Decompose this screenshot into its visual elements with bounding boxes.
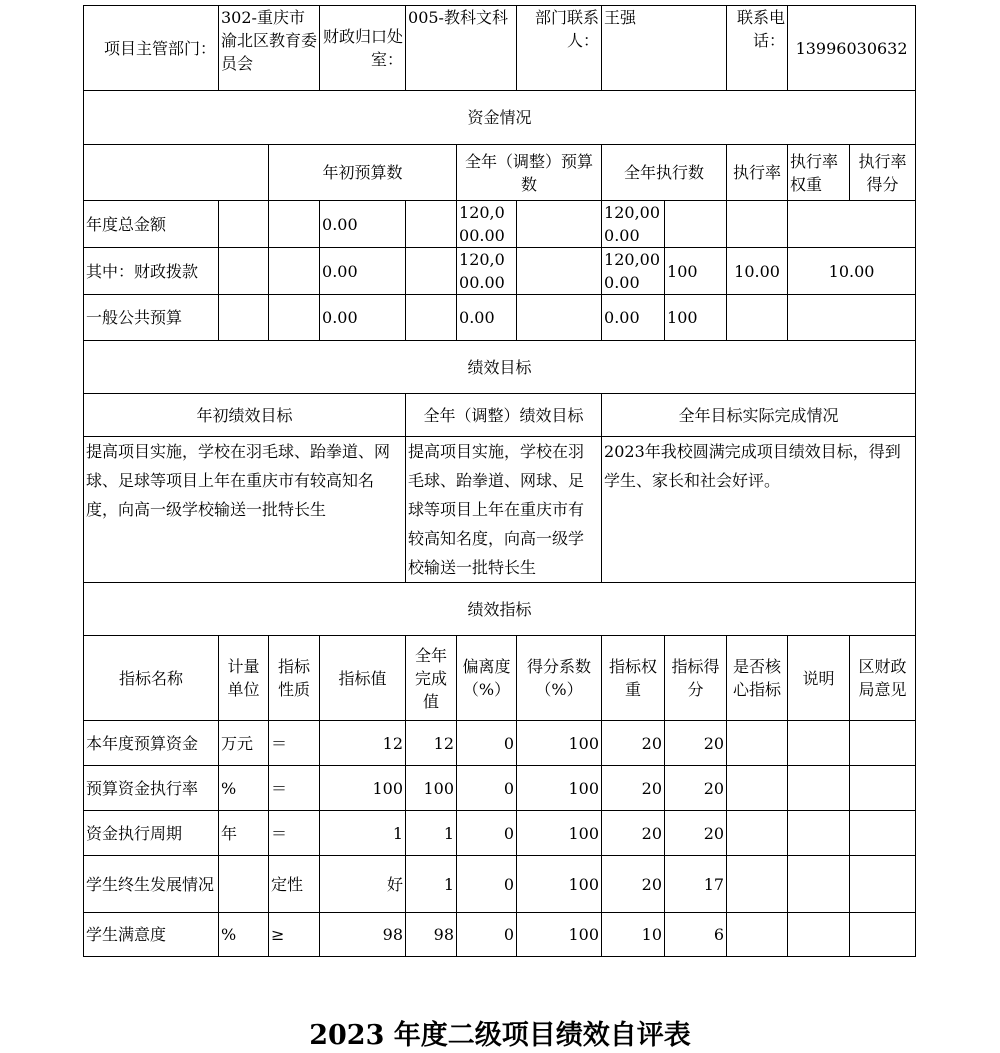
blank-cell — [850, 913, 916, 957]
blank-cell — [788, 913, 850, 957]
finance-label: 财政归口处室： — [320, 6, 406, 91]
funds-row-adjusted: 120,000.00 — [457, 248, 517, 295]
ind-col-deviation: 偏离度（%） — [457, 636, 517, 721]
funds-col-executed: 全年执行数 — [602, 145, 727, 201]
funds-row-weight: 10.00 — [727, 248, 788, 295]
funds-row-rate: 100 — [665, 295, 727, 341]
ind-name: 学生满意度 — [84, 913, 219, 957]
blank-cell — [219, 201, 269, 248]
ind-value: 12 — [320, 721, 406, 766]
ind-weight: 20 — [602, 721, 665, 766]
goals-adjusted-text: 提高项目实施，学校在羽毛球、跆拳道、网球、足球等项目上年在重庆市有较高知名度，向高一级学校输送一批特长生 — [406, 437, 602, 583]
funds-row-initial: 0.00 — [320, 248, 406, 295]
ind-done: 1 — [406, 811, 457, 856]
blank-cell — [727, 766, 788, 811]
ind-name: 资金执行周期 — [84, 811, 219, 856]
funds-row-initial: 0.00 — [320, 201, 406, 248]
document-title: 2023 年度二级项目绩效自评表 — [309, 1020, 691, 1051]
blank-cell — [727, 913, 788, 957]
ind-value: 1 — [320, 811, 406, 856]
goals-header-row — [84, 394, 916, 437]
ind-name: 本年度预算资金 — [84, 721, 219, 766]
blank-cell — [269, 248, 320, 295]
funds-row-initial: 0.00 — [320, 295, 406, 341]
ind-nature: 定性 — [269, 856, 320, 913]
ind-deviation: 0 — [457, 913, 517, 957]
ind-col-unit: 计量单位 — [219, 636, 269, 721]
ind-col-core: 是否核心指标 — [727, 636, 788, 721]
blank-cell — [406, 201, 457, 248]
funds-row-score — [788, 201, 916, 248]
ind-score: 20 — [665, 811, 727, 856]
ind-deviation: 0 — [457, 766, 517, 811]
ind-weight: 20 — [602, 856, 665, 913]
blank-cell — [517, 201, 602, 248]
funds-col-weight: 执行率权重 — [788, 145, 850, 201]
ind-col-done: 全年完成值 — [406, 636, 457, 721]
ind-col-coef: 得分系数（%） — [517, 636, 602, 721]
ind-score: 20 — [665, 721, 727, 766]
indicator-row — [84, 811, 916, 856]
blank-cell — [850, 766, 916, 811]
ind-coef: 100 — [517, 811, 602, 856]
funds-header-row — [84, 145, 916, 201]
goals-section-title: 绩效目标 — [84, 341, 916, 394]
blank-cell — [788, 856, 850, 913]
ind-value: 98 — [320, 913, 406, 957]
ind-deviation: 0 — [457, 721, 517, 766]
goals-section-row — [84, 341, 916, 394]
ind-done: 12 — [406, 721, 457, 766]
funds-row-label: 一般公共预算 — [84, 295, 219, 341]
ind-unit: 万元 — [219, 721, 269, 766]
goals-actual-text: 2023年我校圆满完成项目绩效目标，得到学生、家长和社会好评。 — [602, 437, 916, 583]
funds-row-weight — [727, 201, 788, 248]
ind-col-nature: 指标性质 — [269, 636, 320, 721]
funds-row-executed: 120,000.00 — [602, 201, 665, 248]
ind-col-value: 指标值 — [320, 636, 406, 721]
goals-initial-text: 提高项目实施，学校在羽毛球、跆拳道、网球、足球等项目上年在重庆市有较高知名度，向高一级学校输送一批特长生 — [84, 437, 406, 583]
header-row — [84, 6, 916, 91]
ind-weight: 20 — [602, 811, 665, 856]
ind-nature: ＝ — [269, 721, 320, 766]
contact-label: 部门联系人： — [517, 6, 602, 91]
ind-done: 100 — [406, 766, 457, 811]
funds-section-row — [84, 91, 916, 145]
blank-cell — [788, 721, 850, 766]
funds-row — [84, 295, 916, 341]
phone-label: 联系电话： — [727, 6, 788, 91]
ind-nature: ＝ — [269, 766, 320, 811]
blank-cell — [406, 248, 457, 295]
indicators-section-row — [84, 583, 916, 636]
ind-score: 6 — [665, 913, 727, 957]
funds-row-score — [788, 295, 916, 341]
ind-weight: 20 — [602, 766, 665, 811]
ind-nature: ≥ — [269, 913, 320, 957]
blank-cell — [517, 248, 602, 295]
ind-name: 预算资金执行率 — [84, 766, 219, 811]
funds-row-weight — [727, 295, 788, 341]
goals-col-actual: 全年目标实际完成情况 — [602, 394, 916, 437]
ind-score: 20 — [665, 766, 727, 811]
blank-cell — [727, 721, 788, 766]
funds-row-rate: 100 — [665, 248, 727, 295]
funds-section-title: 资金情况 — [84, 91, 916, 145]
ind-score: 17 — [665, 856, 727, 913]
indicator-row — [84, 766, 916, 811]
ind-col-name: 指标名称 — [84, 636, 219, 721]
indicators-header-row — [84, 636, 916, 721]
blank-cell — [850, 811, 916, 856]
blank-cell — [406, 295, 457, 341]
ind-col-weight: 指标权重 — [602, 636, 665, 721]
ind-unit: % — [219, 766, 269, 811]
ind-done: 98 — [406, 913, 457, 957]
funds-row-score: 10.00 — [788, 248, 916, 295]
ind-coef: 100 — [517, 721, 602, 766]
ind-unit: % — [219, 913, 269, 957]
contact-value: 王强 — [602, 6, 727, 91]
indicator-row — [84, 913, 916, 957]
self-evaluation-table — [83, 5, 916, 957]
blank-cell — [84, 145, 269, 201]
funds-col-adjusted: 全年（调整）预算数 — [457, 145, 602, 201]
blank-cell — [517, 295, 602, 341]
ind-weight: 10 — [602, 913, 665, 957]
indicator-row — [84, 856, 916, 913]
blank-cell — [850, 721, 916, 766]
indicators-section-title: 绩效指标 — [84, 583, 916, 636]
funds-row-adjusted: 0.00 — [457, 295, 517, 341]
goals-col-initial: 年初绩效目标 — [84, 394, 406, 437]
ind-done: 1 — [406, 856, 457, 913]
blank-cell — [850, 856, 916, 913]
funds-row-adjusted: 120,000.00 — [457, 201, 517, 248]
dept-value: 302-重庆市渝北区教育委员会 — [219, 6, 320, 91]
funds-row-label: 年度总金额 — [84, 201, 219, 248]
ind-coef: 100 — [517, 766, 602, 811]
blank-cell — [727, 811, 788, 856]
finance-value: 005-教科文科 — [406, 6, 517, 91]
ind-deviation: 0 — [457, 856, 517, 913]
ind-unit — [219, 856, 269, 913]
funds-row — [84, 248, 916, 295]
ind-coef: 100 — [517, 913, 602, 957]
ind-deviation: 0 — [457, 811, 517, 856]
funds-col-initial: 年初预算数 — [269, 145, 457, 201]
phone-value: 13996030632 — [788, 6, 916, 91]
funds-row — [84, 201, 916, 248]
blank-cell — [269, 295, 320, 341]
blank-cell — [788, 766, 850, 811]
funds-row-rate — [665, 201, 727, 248]
funds-row-executed: 120,000.00 — [602, 248, 665, 295]
blank-cell — [219, 295, 269, 341]
goals-col-adjusted: 全年（调整）绩效目标 — [406, 394, 602, 437]
ind-nature: ＝ — [269, 811, 320, 856]
ind-col-note: 说明 — [788, 636, 850, 721]
funds-row-label: 其中：财政拨款 — [84, 248, 219, 295]
blank-cell — [269, 201, 320, 248]
ind-col-opinion: 区财政局意见 — [850, 636, 916, 721]
ind-value: 100 — [320, 766, 406, 811]
funds-col-rate: 执行率 — [727, 145, 788, 201]
ind-coef: 100 — [517, 856, 602, 913]
blank-cell — [727, 856, 788, 913]
goals-content-row — [84, 437, 916, 583]
indicator-row — [84, 721, 916, 766]
funds-col-score: 执行率得分 — [850, 145, 916, 201]
dept-label: 项目主管部门： — [84, 6, 219, 91]
ind-col-score: 指标得分 — [665, 636, 727, 721]
ind-name: 学生终生发展情况 — [84, 856, 219, 913]
ind-unit: 年 — [219, 811, 269, 856]
ind-value: 好 — [320, 856, 406, 913]
blank-cell — [788, 811, 850, 856]
funds-row-executed: 0.00 — [602, 295, 665, 341]
blank-cell — [219, 248, 269, 295]
